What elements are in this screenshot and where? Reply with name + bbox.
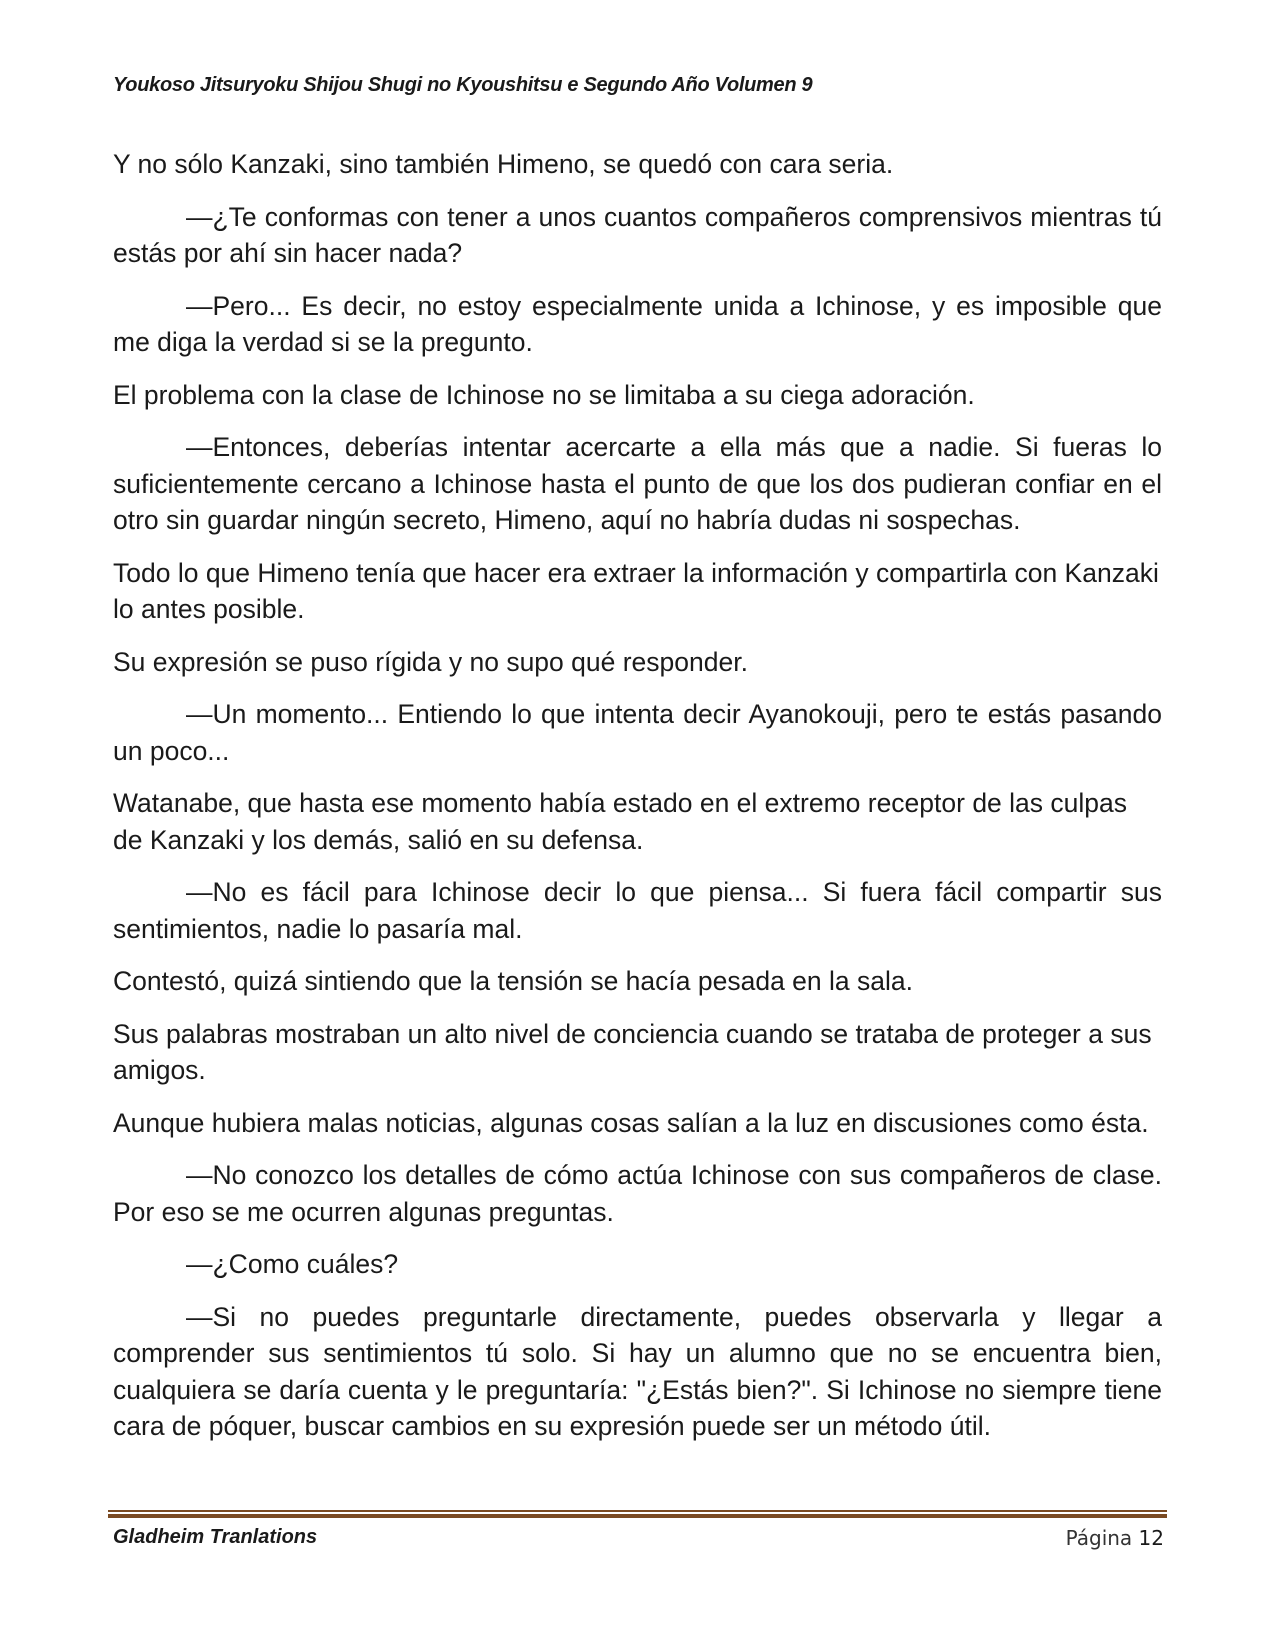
paragraph: Contestó, quizá sintiendo que la tensión se hacía pesada en la sala. bbox=[113, 966, 913, 996]
dialogue-paragraph: —Si no puedes preguntarle directamente, puedes observarla y llegar a comprender sus sentimientos tú solo. Si hay un alumno que no se encuentra bien, cualquiera se daría cuenta y le preguntaría: "¿Estás bien?". Si Ichinose no siempre tiene cara de póquer, buscar cambios en su expresión puede ser un método útil. bbox=[113, 1301, 1162, 1441]
paragraph: El problema con la clase de Ichinose no se limitaba a su ciega adoración. bbox=[113, 379, 975, 410]
paragraph: Y no sólo Kanzaki, sino también Himeno, se quedó con cara seria. bbox=[113, 149, 894, 179]
dialogue-paragraph: —¿Como cuáles? bbox=[186, 1249, 399, 1279]
dialogue-paragraph: —No conozco los detalles de cómo actúa Ichinose con sus compañeros de clase. Por eso se me ocurren algunas preguntas. bbox=[113, 1160, 1162, 1227]
page-number-value: 12 bbox=[1138, 1526, 1164, 1550]
paragraph: Su expresión se puso rígida y no supo qué responder. bbox=[113, 646, 748, 677]
dialogue-paragraph: —Pero... Es decir, no estoy especialmente unida a Ichinose, y es imposible que me diga la verdad si se la pregunto. bbox=[113, 290, 1162, 357]
paragraph: Sus palabras mostraban un alto nivel de conciencia cuando se trataba de proteger a sus amigos. bbox=[113, 1018, 1152, 1085]
page-header-title: Youkoso Jitsuryoku Shijou Shugi no Kyoushitsu e Segundo Año Volumen 9 bbox=[113, 74, 813, 96]
dialogue-paragraph: —Entonces, deberías intentar acercarte a ella más que a nadie. Si fueras lo suficientemente cercano a Ichinose hasta el punto de que los dos pudieran confiar en el otro sin guardar ningún secreto, Himeno, aquí no habría dudas ni sospechas. bbox=[113, 432, 1162, 535]
paragraph: Todo lo que Himeno tenía que hacer era extraer la información y compartirla con Kanzaki lo antes posible. bbox=[113, 557, 1159, 624]
footer-divider bbox=[108, 1510, 1167, 1519]
paragraph: Aunque hubiera malas noticias, algunas cosas salían a la luz en discusiones como ésta. bbox=[113, 1107, 1149, 1138]
dialogue-paragraph: —Un momento... Entiendo lo que intenta decir Ayanokouji, pero te estás pasando un poco... bbox=[113, 699, 1162, 766]
dialogue-paragraph: —No es fácil para Ichinose decir lo que piensa... Si fuera fácil compartir sus sentimientos, nadie lo pasaría mal. bbox=[113, 877, 1162, 944]
page-number bbox=[1066, 1526, 1164, 1550]
dialogue-paragraph: —¿Te conformas con tener a unos cuantos compañeros comprensivos mientras tú estás por ahí sin hacer nada? bbox=[113, 201, 1162, 268]
paragraph: Watanabe, que hasta ese momento había estado en el extremo receptor de las culpas de Kanzaki y los demás, salió en su defensa. bbox=[113, 788, 1128, 855]
page-label: Página bbox=[1065, 1526, 1133, 1550]
footer-credit: Gladheim Tranlations bbox=[113, 1526, 318, 1548]
body-text bbox=[113, 146, 1162, 1461]
